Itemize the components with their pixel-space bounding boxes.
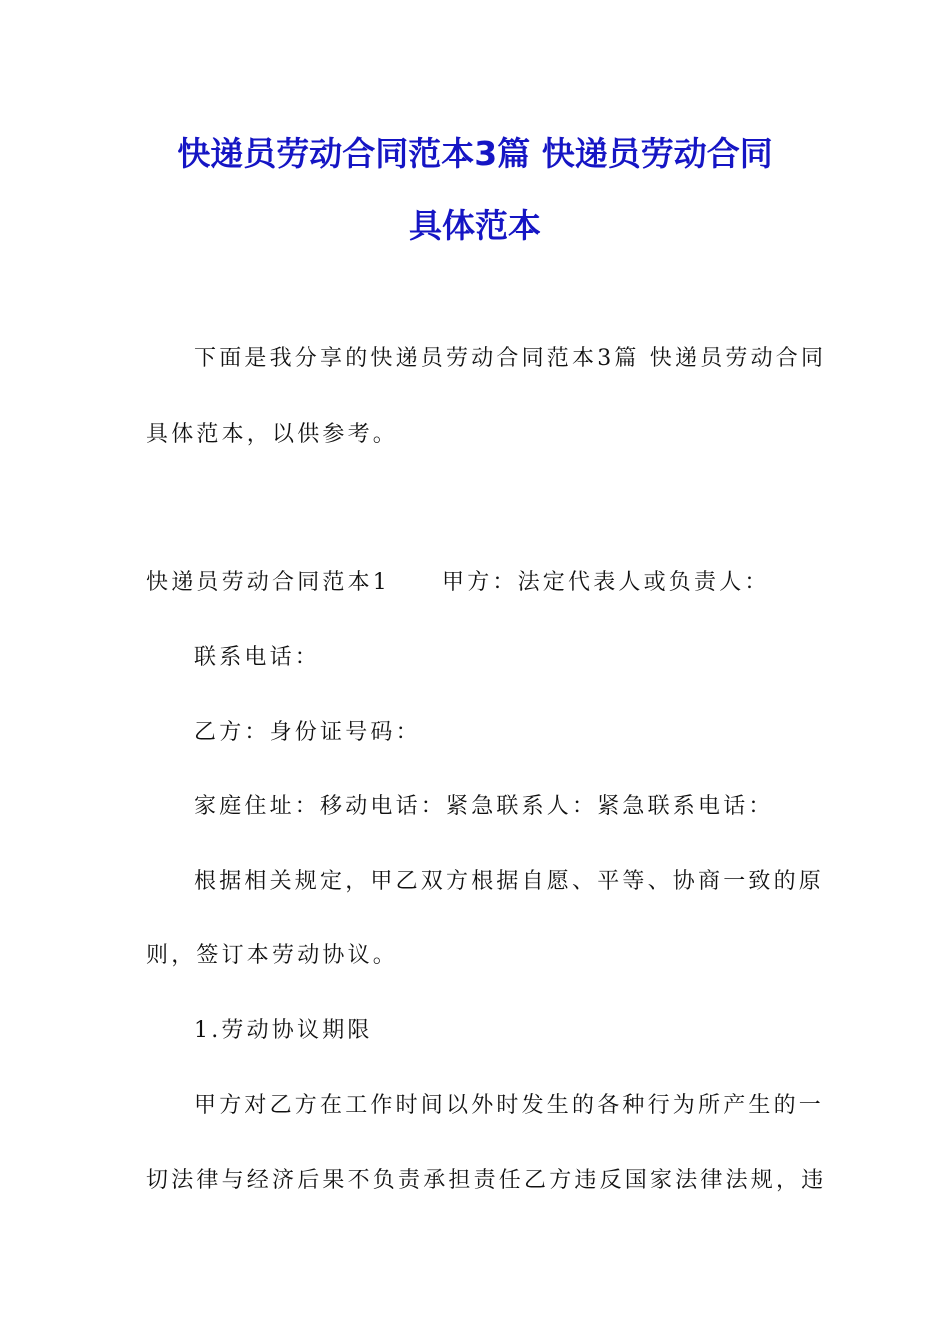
party-b-label: 乙方：身份证号码： — [194, 720, 421, 745]
section-1-line — [146, 568, 770, 598]
party-a-label: 甲方：法定代表人或负责人： — [442, 570, 770, 595]
section-1-heading: 快递员劳动合同范本1 — [146, 570, 390, 595]
principle-line-1: 根据相关规定，甲乙双方根据自愿、平等、协商一致的原 — [194, 869, 825, 894]
address-line: 家庭住址：移动电话：紧急联系人：紧急联系电话： — [194, 794, 774, 819]
principle-line-2: 则，签订本劳动协议。 — [146, 943, 399, 968]
document-title-line-1: 快递员劳动合同范本3篇 快递员劳动合同 — [177, 134, 773, 173]
clause-1-heading: 1.劳动协议期限 — [194, 1018, 373, 1043]
intro-line-1: 下面是我分享的快递员劳动合同范本3篇 快递员劳动合同 — [194, 346, 827, 371]
intro-line-2: 具体范本，以供参考。 — [146, 422, 399, 447]
contact-phone-label: 联系电话： — [194, 645, 321, 670]
document-title-line-2: 具体范本 — [409, 206, 541, 245]
clause-1-line-1: 甲方对乙方在工作时间以外时发生的各种行为所产生的一 — [194, 1093, 825, 1118]
clause-1-line-2: 切法律与经济后果不负责承担责任乙方违反国家法律法规，违 — [146, 1168, 827, 1193]
